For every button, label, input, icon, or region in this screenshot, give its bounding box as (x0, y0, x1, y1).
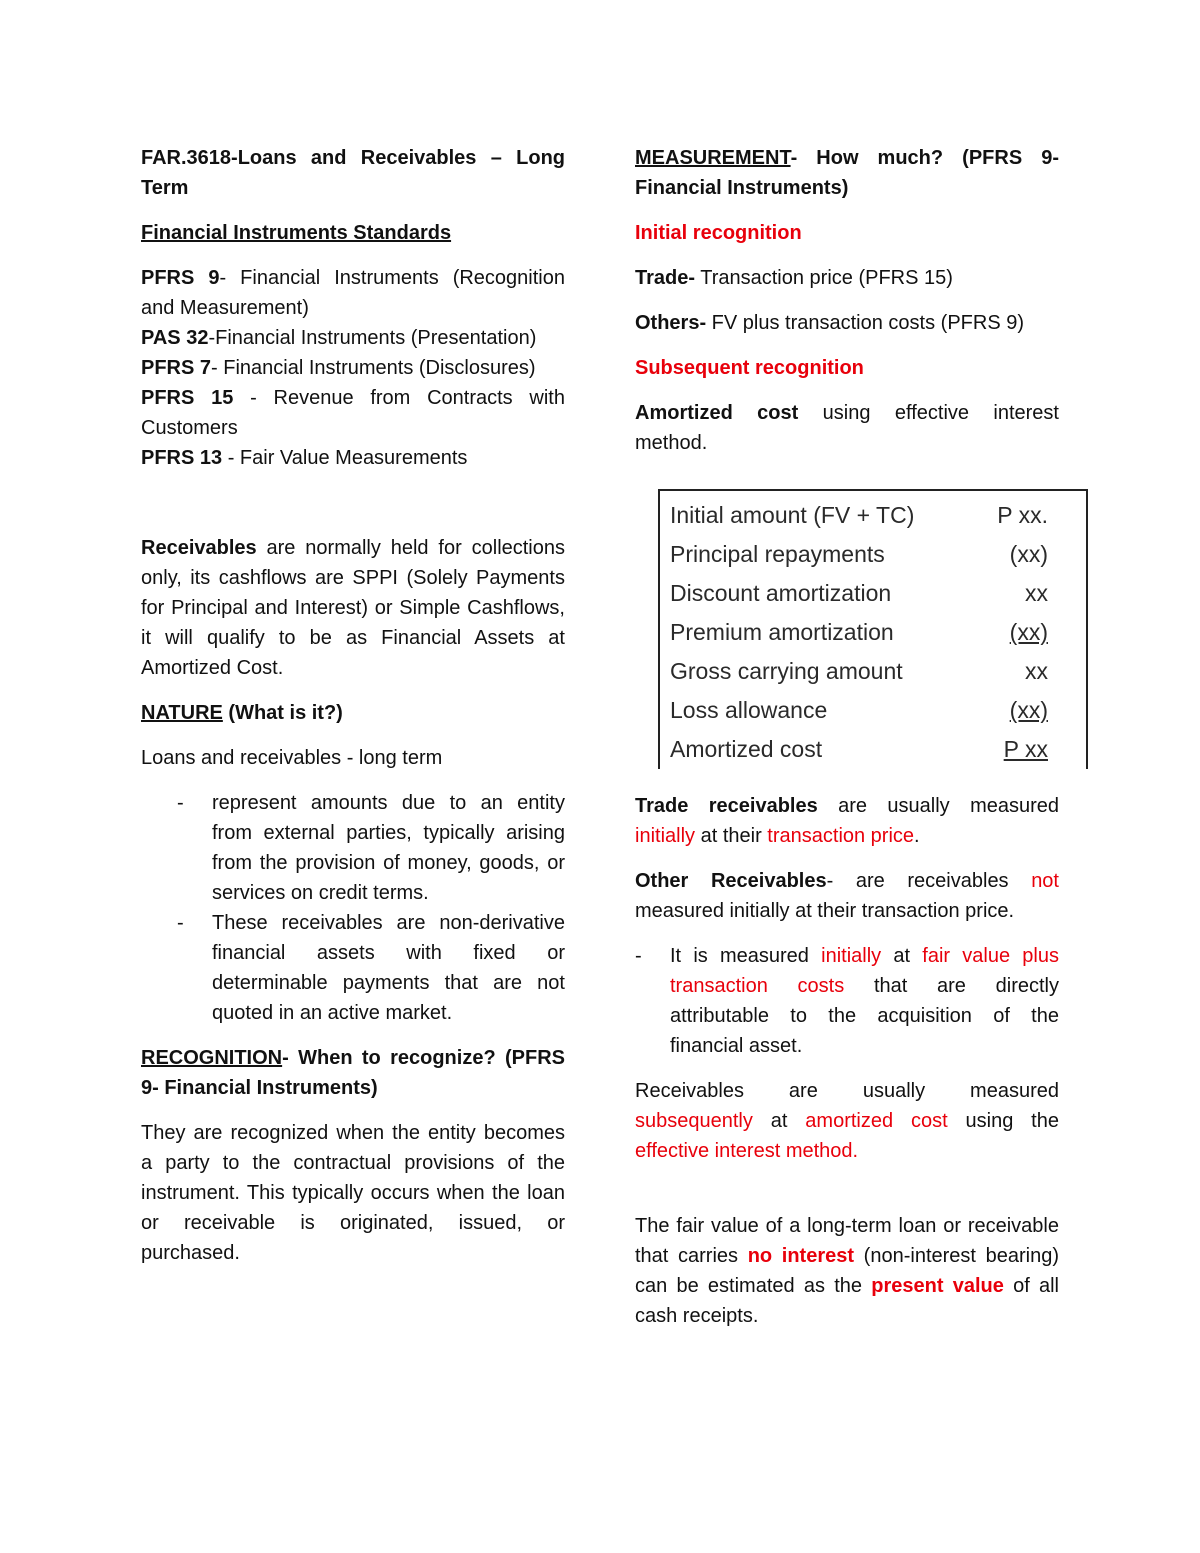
trade-receivables-paragraph: Trade receivables are usually measured initially at their transaction price. (635, 795, 1059, 847)
standards-heading: Financial Instruments Standards (141, 222, 452, 244)
table-row: Amortized cost P xx (670, 736, 1048, 762)
standard-item: PFRS 13 - Fair Value Measurements (141, 447, 468, 469)
standard-item: PAS 32-Financial Instruments (Presentation) (141, 327, 537, 349)
nature-list (141, 788, 565, 1028)
spacer (635, 1181, 1059, 1211)
recognition-paragraph: They are recognized when the entity becomes a party to the contractual provisions of the instrument. This typically occurs when the loan or receivable is originated, issued, or purchased. (141, 1122, 565, 1264)
trade-line: Trade- Transaction price (PFRS 15) (635, 267, 953, 289)
other-receivables-paragraph: Other Receivables- are receivables not measured initially at their transaction price. (635, 870, 1059, 922)
table-row: Principal repayments (xx) (670, 541, 1048, 567)
recognition-heading: RECOGNITION- When to recognize? (PFRS 9- Financial Instruments) (141, 1047, 565, 1099)
list-item: - These receivables are non-derivative financial assets with fixed or determinable payments that are not quoted in an active market. (141, 908, 565, 1028)
amortized-cost-line: Amortized cost using effective interest method. (635, 402, 1059, 454)
fair-value-paragraph: The fair value of a long-term loan or receivable that carries no interest (non-interest bearing) can be estimated as the present value of all cash receipts. (635, 1215, 1059, 1327)
others-line: Others- FV plus transaction costs (PFRS 9) (635, 312, 1025, 334)
standards-list (141, 263, 565, 473)
list-item: - It is measured initially at fair value plus transaction costs that are directly attributable to the acquisition of the financial asset. (635, 941, 1059, 1061)
table-row: Gross carrying amount xx (670, 658, 1048, 684)
table-row: Discount amortization xx (670, 580, 1048, 606)
nature-heading: NATURE (What is it?) (141, 702, 343, 724)
receivables-paragraph: Receivables are normally held for collections only, its cashflows are SPPI (Solely Payments for Principal and Interest) or Simple Cashflows, it will qualify to be as Financial Assets at Amortized Cost. (141, 537, 565, 679)
fair-value-list (635, 941, 1059, 1061)
measurement-heading: MEASUREMENT- How much? (PFRS 9- Financial Instruments) (635, 147, 1059, 199)
table-row: Initial amount (FV + TC) P xx. (670, 502, 1048, 528)
standard-item: PFRS 15 - Revenue from Contracts with Customers (141, 387, 565, 439)
standard-item: PFRS 9- Financial Instruments (Recognition and Measurement) (141, 267, 565, 319)
loans-line: Loans and receivables - long term (141, 747, 443, 769)
initial-recognition-heading: Initial recognition (635, 222, 802, 244)
left-column (141, 143, 565, 1283)
table-row: Premium amortization (xx) (670, 619, 1048, 645)
list-item: - represent amounts due to an entity from external parties, typically arising from the provision of money, goods, or services on credit terms. (141, 788, 565, 908)
standard-item: PFRS 7- Financial Instruments (Disclosures) (141, 357, 536, 379)
amortized-cost-table (658, 489, 1088, 769)
subsequent-measurement-paragraph: Receivables are usually measured subsequently at amortized cost using the effective interest method. (635, 1080, 1059, 1162)
table-row: Loss allowance (xx) (670, 697, 1048, 723)
subsequent-recognition-heading: Subsequent recognition (635, 357, 864, 379)
document-title: FAR.3618-Loans and Receivables – Long Term (141, 147, 565, 199)
